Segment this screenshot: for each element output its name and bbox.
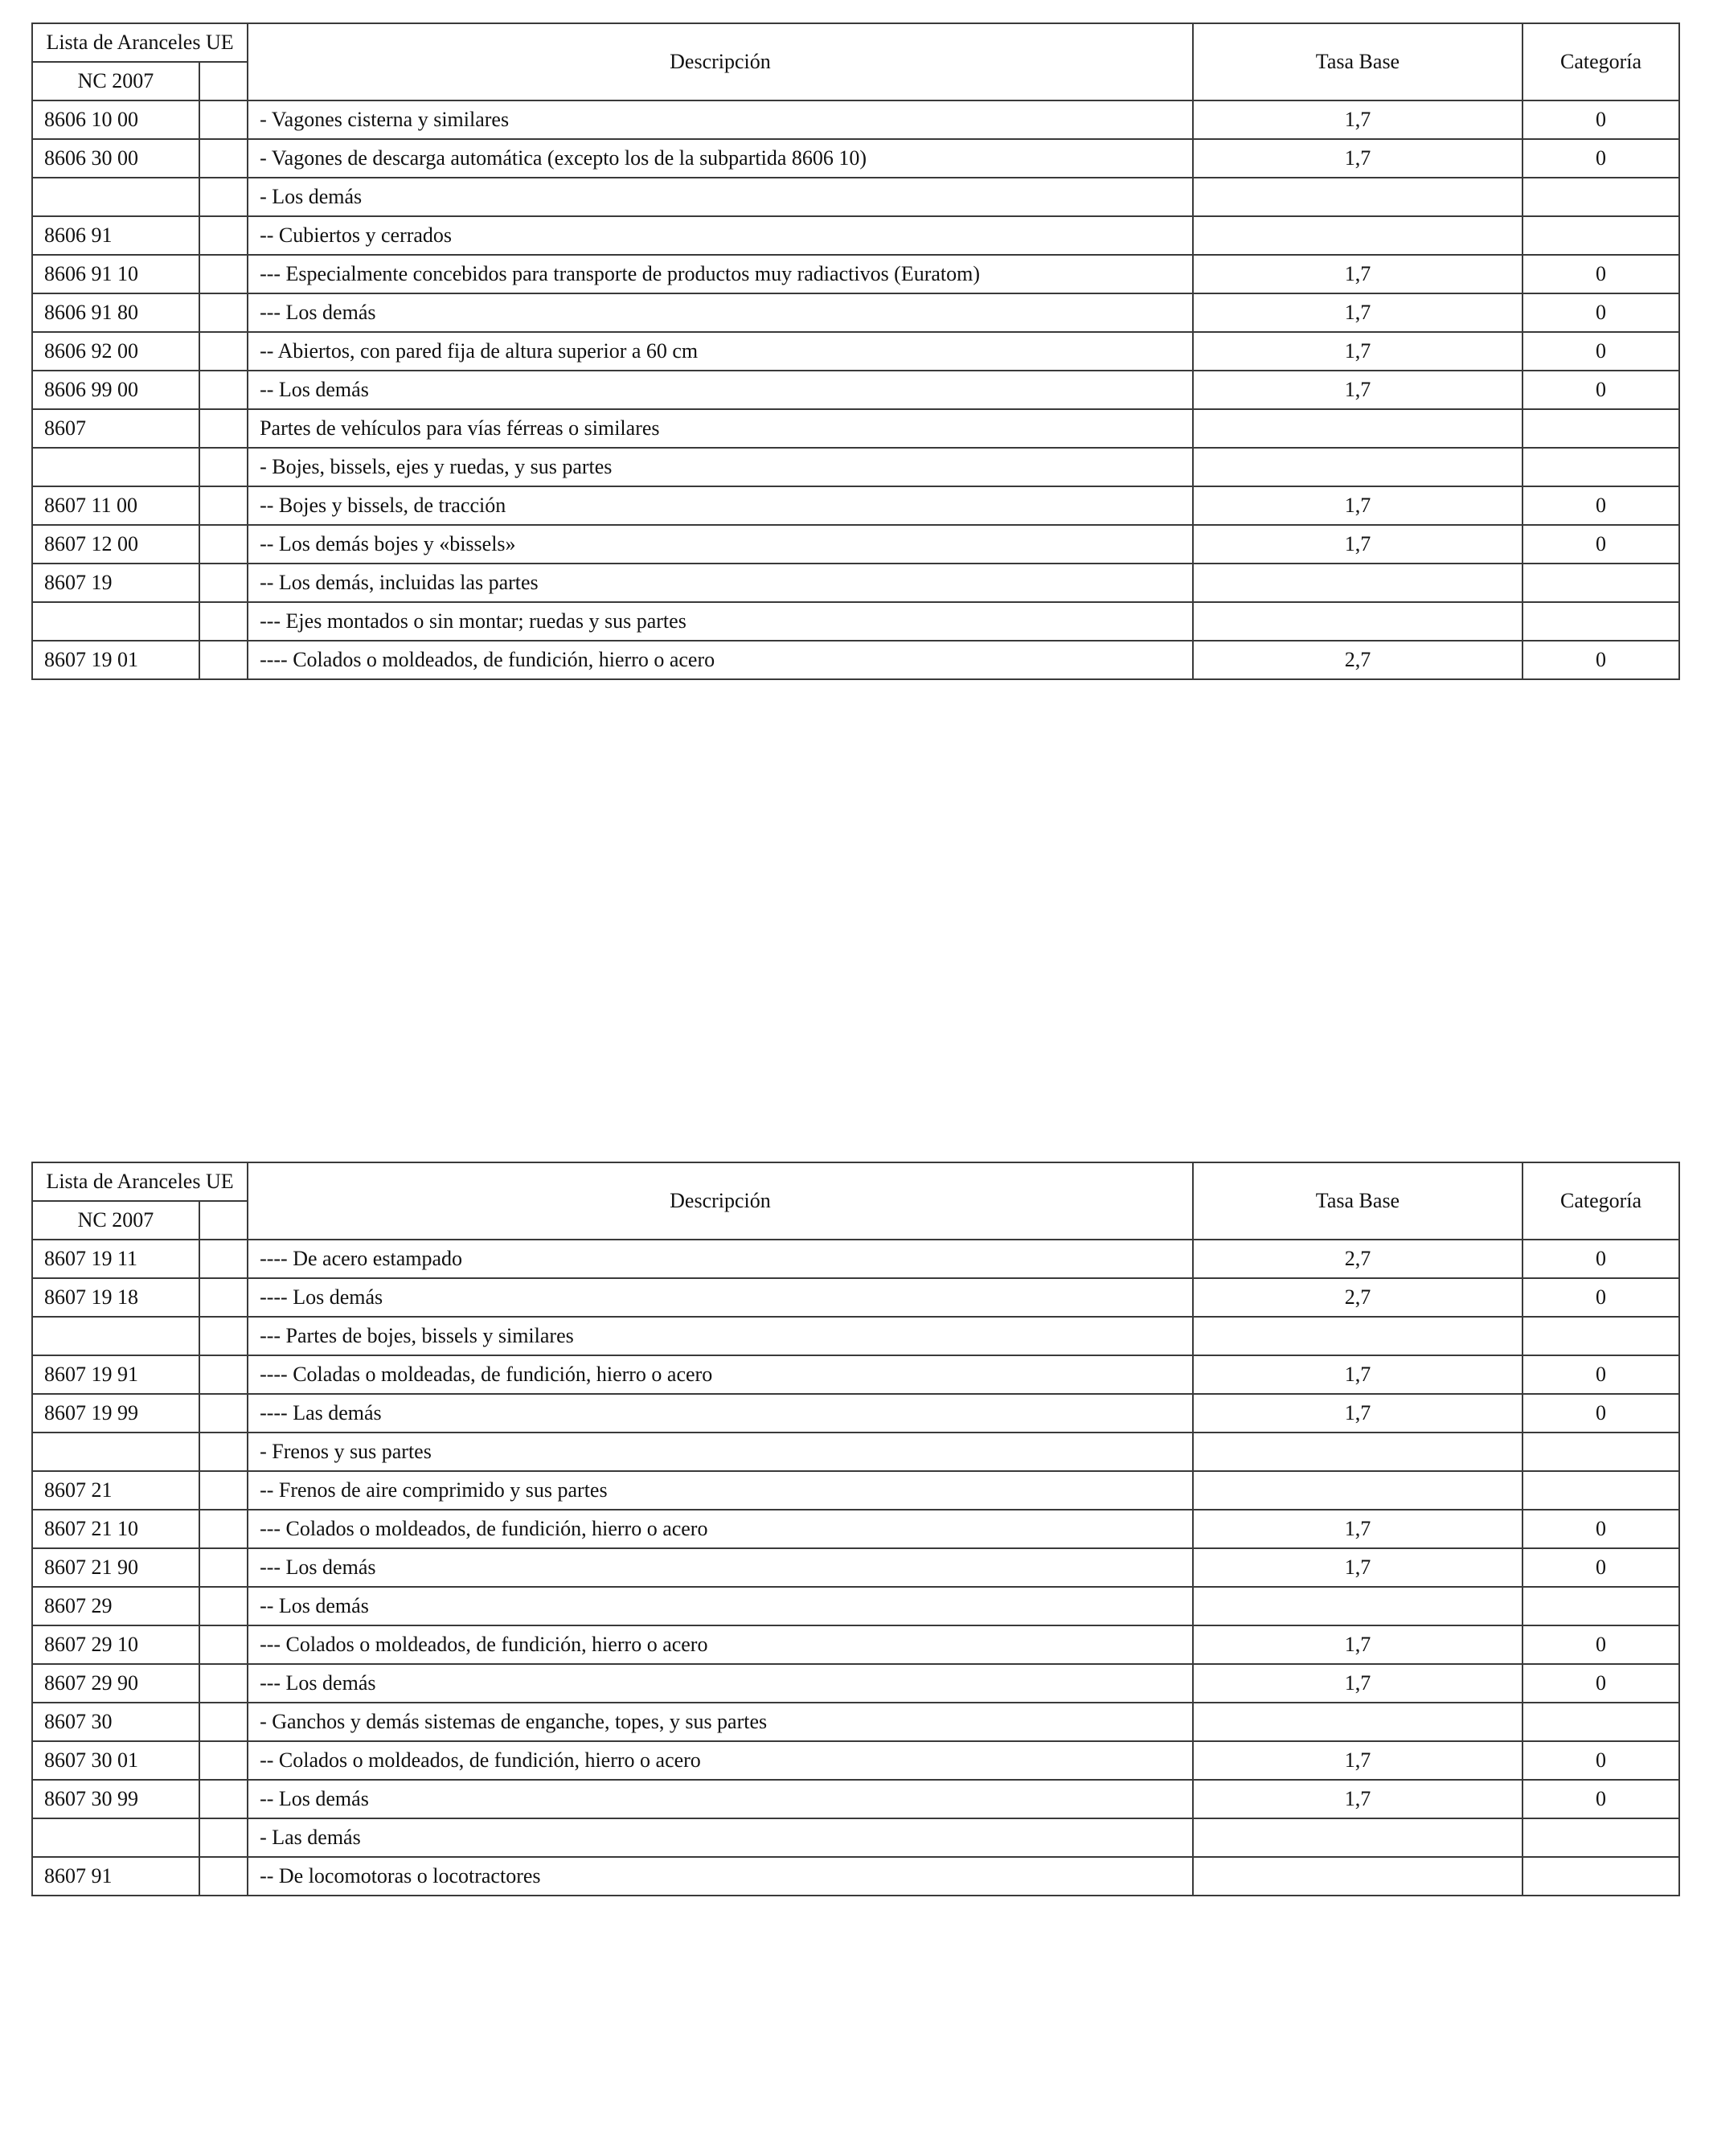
blank-cell (199, 641, 248, 679)
table-row (32, 371, 1679, 409)
base-rate-cell: 1,7 (1193, 1780, 1523, 1818)
nc-code-cell: 8607 21 (32, 1471, 199, 1510)
table-row (32, 139, 1679, 178)
category-cell (1523, 1433, 1679, 1471)
description-cell: --- Los demás (248, 1548, 1193, 1587)
description-cell: -- Los demás (248, 371, 1193, 409)
description-cell: --- Ejes montados o sin montar; ruedas y sus partes (248, 602, 1193, 641)
table-row (32, 1240, 1679, 1278)
category-header: Categoría (1523, 1162, 1679, 1240)
category-cell: 0 (1523, 641, 1679, 679)
description-cell: - Vagones cisterna y similares (248, 100, 1193, 139)
blank-cell (199, 409, 248, 448)
category-cell: 0 (1523, 525, 1679, 564)
description-cell: - Los demás (248, 178, 1193, 216)
description-cell: -- Cubiertos y cerrados (248, 216, 1193, 255)
table-row (32, 486, 1679, 525)
category-cell (1523, 216, 1679, 255)
table-row (32, 409, 1679, 448)
nc-code-cell: 8607 21 90 (32, 1548, 199, 1587)
description-cell: -- De locomotoras o locotractores (248, 1857, 1193, 1896)
tariff-table-2 (31, 1162, 1680, 1896)
description-cell: -- Bojes y bissels, de tracción (248, 486, 1193, 525)
category-header: Categoría (1523, 23, 1679, 100)
tariff-table-body (32, 1162, 1679, 1896)
category-cell: 0 (1523, 100, 1679, 139)
nc-code-cell: 8607 19 99 (32, 1394, 199, 1433)
nc-code-cell: 8606 99 00 (32, 371, 199, 409)
base-rate-cell: 1,7 (1193, 255, 1523, 293)
blank-cell (199, 1548, 248, 1587)
tariff-table-1 (31, 23, 1680, 680)
table-row (32, 255, 1679, 293)
category-cell: 0 (1523, 1625, 1679, 1664)
category-cell (1523, 1818, 1679, 1857)
nc-code-cell (32, 602, 199, 641)
blank-cell (199, 139, 248, 178)
table-row (32, 1857, 1679, 1896)
table-row (32, 1625, 1679, 1664)
base-rate-cell (1193, 1703, 1523, 1741)
category-cell: 0 (1523, 1664, 1679, 1703)
description-cell: - Ganchos y demás sistemas de enganche, topes, y sus partes (248, 1703, 1193, 1741)
category-cell: 0 (1523, 293, 1679, 332)
category-cell: 0 (1523, 486, 1679, 525)
nc-code-cell: 8607 19 (32, 564, 199, 602)
base-rate-cell: 1,7 (1193, 1548, 1523, 1587)
header-row (32, 23, 1679, 62)
description-cell: - Las demás (248, 1818, 1193, 1857)
blank-cell (199, 332, 248, 371)
base-rate-cell: 2,7 (1193, 1278, 1523, 1317)
nc-code-cell: 8607 11 00 (32, 486, 199, 525)
table-row (32, 1664, 1679, 1703)
blank-header-cell (199, 1201, 248, 1240)
nc-code-cell: 8607 (32, 409, 199, 448)
base-rate-cell: 1,7 (1193, 1625, 1523, 1664)
table-row (32, 1741, 1679, 1780)
base-rate-cell: 2,7 (1193, 1240, 1523, 1278)
base-rate-cell: 2,7 (1193, 641, 1523, 679)
category-cell: 0 (1523, 1355, 1679, 1394)
rate-header: Tasa Base (1193, 1162, 1523, 1240)
table-row (32, 448, 1679, 486)
base-rate-cell: 1,7 (1193, 1664, 1523, 1703)
category-cell: 0 (1523, 139, 1679, 178)
description-cell: -- Los demás (248, 1780, 1193, 1818)
nc-code-cell: 8607 19 11 (32, 1240, 199, 1278)
description-cell: --- Colados o moldeados, de fundición, hierro o acero (248, 1625, 1193, 1664)
blank-cell (199, 1394, 248, 1433)
table-row (32, 1780, 1679, 1818)
table-row (32, 1394, 1679, 1433)
category-cell: 0 (1523, 332, 1679, 371)
category-cell: 0 (1523, 1780, 1679, 1818)
base-rate-cell (1193, 1818, 1523, 1857)
description-cell: - Vagones de descarga automática (excepto los de la subpartida 8606 10) (248, 139, 1193, 178)
base-rate-cell: 1,7 (1193, 1394, 1523, 1433)
nc-code-cell (32, 1433, 199, 1471)
blank-cell (199, 1703, 248, 1741)
base-rate-cell (1193, 564, 1523, 602)
base-rate-cell (1193, 409, 1523, 448)
nc-code-cell: 8607 19 91 (32, 1355, 199, 1394)
base-rate-cell (1193, 1587, 1523, 1625)
blank-cell (199, 1433, 248, 1471)
base-rate-cell (1193, 1857, 1523, 1896)
category-cell (1523, 1857, 1679, 1896)
base-rate-cell (1193, 448, 1523, 486)
category-cell (1523, 1317, 1679, 1355)
base-rate-cell: 1,7 (1193, 1355, 1523, 1394)
table-row (32, 1818, 1679, 1857)
base-rate-cell: 1,7 (1193, 525, 1523, 564)
blank-cell (199, 178, 248, 216)
nc-header: NC 2007 (32, 1201, 199, 1240)
category-cell (1523, 1703, 1679, 1741)
nc-code-cell: 8607 29 10 (32, 1625, 199, 1664)
description-cell: --- Los demás (248, 1664, 1193, 1703)
nc-code-cell: 8606 10 00 (32, 100, 199, 139)
blank-cell (199, 371, 248, 409)
blank-cell (199, 1741, 248, 1780)
tariff-table-body (32, 23, 1679, 679)
base-rate-cell: 1,7 (1193, 1741, 1523, 1780)
nc-code-cell: 8606 91 10 (32, 255, 199, 293)
base-rate-cell: 1,7 (1193, 371, 1523, 409)
description-cell: -- Frenos de aire comprimido y sus partes (248, 1471, 1193, 1510)
blank-cell (199, 525, 248, 564)
blank-cell (199, 1625, 248, 1664)
blank-cell (199, 602, 248, 641)
header-row (32, 1162, 1679, 1201)
table-row (32, 1587, 1679, 1625)
table-row (32, 1510, 1679, 1548)
nc-code-cell: 8607 19 01 (32, 641, 199, 679)
base-rate-cell: 1,7 (1193, 293, 1523, 332)
nc-code-cell: 8607 91 (32, 1857, 199, 1896)
description-cell: ---- Las demás (248, 1394, 1193, 1433)
description-cell: ---- Colados o moldeados, de fundición, hierro o acero (248, 641, 1193, 679)
blank-cell (199, 255, 248, 293)
blank-cell (199, 1818, 248, 1857)
blank-cell (199, 100, 248, 139)
table-row (32, 1548, 1679, 1587)
category-cell: 0 (1523, 1394, 1679, 1433)
table-row (32, 1278, 1679, 1317)
description-cell: --- Especialmente concebidos para transporte de productos muy radiactivos (Euratom) (248, 255, 1193, 293)
blank-cell (199, 216, 248, 255)
description-cell: -- Abiertos, con pared fija de altura superior a 60 cm (248, 332, 1193, 371)
table-row (32, 641, 1679, 679)
description-header: Descripción (248, 23, 1193, 100)
blank-cell (199, 564, 248, 602)
nc-code-cell: 8607 30 (32, 1703, 199, 1741)
nc-code-cell: 8606 91 (32, 216, 199, 255)
category-cell: 0 (1523, 255, 1679, 293)
description-cell: -- Colados o moldeados, de fundición, hierro o acero (248, 1741, 1193, 1780)
table-row (32, 100, 1679, 139)
description-cell: ---- Los demás (248, 1278, 1193, 1317)
blank-cell (199, 1278, 248, 1317)
blank-cell (199, 1780, 248, 1818)
blank-cell (199, 1664, 248, 1703)
nc-code-cell: 8606 91 80 (32, 293, 199, 332)
base-rate-cell (1193, 602, 1523, 641)
table-row (32, 525, 1679, 564)
table-row (32, 1433, 1679, 1471)
category-cell: 0 (1523, 371, 1679, 409)
table-row (32, 564, 1679, 602)
nc-code-cell: 8606 30 00 (32, 139, 199, 178)
category-cell: 0 (1523, 1278, 1679, 1317)
category-cell: 0 (1523, 1510, 1679, 1548)
category-cell (1523, 1587, 1679, 1625)
description-cell: Partes de vehículos para vías férreas o similares (248, 409, 1193, 448)
blank-cell (199, 1317, 248, 1355)
description-cell: --- Partes de bojes, bissels y similares (248, 1317, 1193, 1355)
nc-code-cell: 8606 92 00 (32, 332, 199, 371)
nc-code-cell: 8607 19 18 (32, 1278, 199, 1317)
blank-cell (199, 293, 248, 332)
description-cell: -- Los demás (248, 1587, 1193, 1625)
table-row (32, 1471, 1679, 1510)
blank-cell (199, 1240, 248, 1278)
blank-cell (199, 1857, 248, 1896)
blank-cell (199, 486, 248, 525)
category-cell: 0 (1523, 1548, 1679, 1587)
category-cell (1523, 1471, 1679, 1510)
category-cell (1523, 448, 1679, 486)
table-row (32, 178, 1679, 216)
description-header: Descripción (248, 1162, 1193, 1240)
nc-code-cell (32, 1317, 199, 1355)
description-cell: - Bojes, bissels, ejes y ruedas, y sus partes (248, 448, 1193, 486)
category-cell (1523, 564, 1679, 602)
nc-code-cell: 8607 30 01 (32, 1741, 199, 1780)
nc-code-cell (32, 178, 199, 216)
base-rate-cell (1193, 178, 1523, 216)
table-row (32, 332, 1679, 371)
category-cell (1523, 178, 1679, 216)
list-header: Lista de Aranceles UE (32, 23, 248, 62)
nc-code-cell (32, 448, 199, 486)
table-row (32, 293, 1679, 332)
category-cell: 0 (1523, 1741, 1679, 1780)
list-header: Lista de Aranceles UE (32, 1162, 248, 1201)
blank-cell (199, 1355, 248, 1394)
description-cell: ---- Coladas o moldeadas, de fundición, hierro o acero (248, 1355, 1193, 1394)
nc-code-cell (32, 1818, 199, 1857)
base-rate-cell: 1,7 (1193, 139, 1523, 178)
table-row (32, 602, 1679, 641)
blank-cell (199, 448, 248, 486)
base-rate-cell (1193, 1471, 1523, 1510)
description-cell: --- Colados o moldeados, de fundición, hierro o acero (248, 1510, 1193, 1548)
description-cell: - Frenos y sus partes (248, 1433, 1193, 1471)
description-cell: --- Los demás (248, 293, 1193, 332)
base-rate-cell: 1,7 (1193, 100, 1523, 139)
nc-header: NC 2007 (32, 62, 199, 100)
nc-code-cell: 8607 12 00 (32, 525, 199, 564)
base-rate-cell: 1,7 (1193, 332, 1523, 371)
table-row (32, 1355, 1679, 1394)
nc-code-cell: 8607 30 99 (32, 1780, 199, 1818)
base-rate-cell: 1,7 (1193, 486, 1523, 525)
blank-cell (199, 1587, 248, 1625)
nc-code-cell: 8607 29 (32, 1587, 199, 1625)
nc-code-cell: 8607 21 10 (32, 1510, 199, 1548)
table-row (32, 216, 1679, 255)
rate-header: Tasa Base (1193, 23, 1523, 100)
table-row (32, 1703, 1679, 1741)
nc-code-cell: 8607 29 90 (32, 1664, 199, 1703)
description-cell: -- Los demás bojes y «bissels» (248, 525, 1193, 564)
description-cell: ---- De acero estampado (248, 1240, 1193, 1278)
base-rate-cell (1193, 1317, 1523, 1355)
category-cell: 0 (1523, 1240, 1679, 1278)
base-rate-cell (1193, 216, 1523, 255)
category-cell (1523, 602, 1679, 641)
base-rate-cell (1193, 1433, 1523, 1471)
blank-header-cell (199, 62, 248, 100)
blank-cell (199, 1510, 248, 1548)
description-cell: -- Los demás, incluidas las partes (248, 564, 1193, 602)
table-row (32, 1317, 1679, 1355)
base-rate-cell: 1,7 (1193, 1510, 1523, 1548)
category-cell (1523, 409, 1679, 448)
blank-cell (199, 1471, 248, 1510)
